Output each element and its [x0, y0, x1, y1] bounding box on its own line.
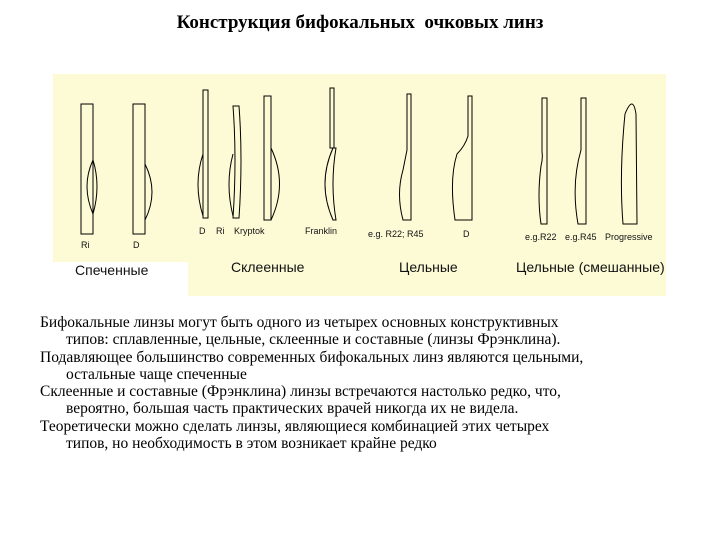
group-label-blended: Цельные (смешанные) — [516, 259, 665, 275]
slide-body — [40, 314, 700, 452]
group-label-cemented: Склеенные — [231, 259, 305, 275]
lens-label-sintered-d: D — [133, 240, 140, 250]
lens-label-blended-r22: e.g.R22 — [525, 232, 557, 242]
group-label-solid: Цельные — [399, 259, 458, 275]
lens-label-kryptok: Kryptok — [234, 226, 265, 236]
paragraph-1-line-1: Бифокальные линзы могут быть одного из четырех основных конструктивных — [40, 314, 559, 331]
lens-label-blended-r45: e.g.R45 — [565, 232, 597, 242]
paragraph-1-line-2: типов: сплавленные, цельные, склеенные и составные (линзы Фрэнклина). — [66, 331, 561, 349]
lens-label-cemented-d: D — [199, 226, 206, 236]
lens-label-sintered-ri: Ri — [81, 240, 90, 250]
paragraph-3-line-1: Склеенные и составные (Фрэнклина) линзы встречаются настолько редко, что, — [40, 383, 561, 401]
group-label-sintered: Спеченные — [75, 262, 149, 278]
lens-label-cemented-ri: Ri — [216, 226, 225, 236]
bifocal-lens-diagram — [53, 74, 666, 296]
paragraph-2-line-1: Подавляющее большинство современных бифокальных линз являются цельными, — [40, 348, 584, 366]
paragraph-3-line-2: вероятно, большая часть практических врачей никогда их не видела. — [66, 400, 519, 418]
lens-label-franklin: Franklin — [305, 226, 338, 236]
paragraph-2 — [40, 349, 700, 384]
paragraph-3 — [40, 383, 700, 418]
paragraph-4-line-1: Теоретически можно сделать линзы, являющиеся комбинацией этих четырех — [40, 417, 550, 435]
lens-label-solid-d: D — [463, 229, 470, 239]
paragraph-4 — [40, 418, 700, 453]
lens-label-progressive: Progressive — [605, 232, 653, 242]
slide-title: Конструкция бифокальных очковых линз — [176, 12, 544, 33]
paragraph-1 — [40, 314, 700, 349]
lens-label-solid-r22-r45: e.g. R22; R45 — [368, 229, 424, 239]
paragraph-4-line-2: типов, но необходимость в этом возникает крайне редко — [66, 435, 437, 453]
paragraph-2-line-2: остальные чаще спеченные — [66, 365, 247, 383]
